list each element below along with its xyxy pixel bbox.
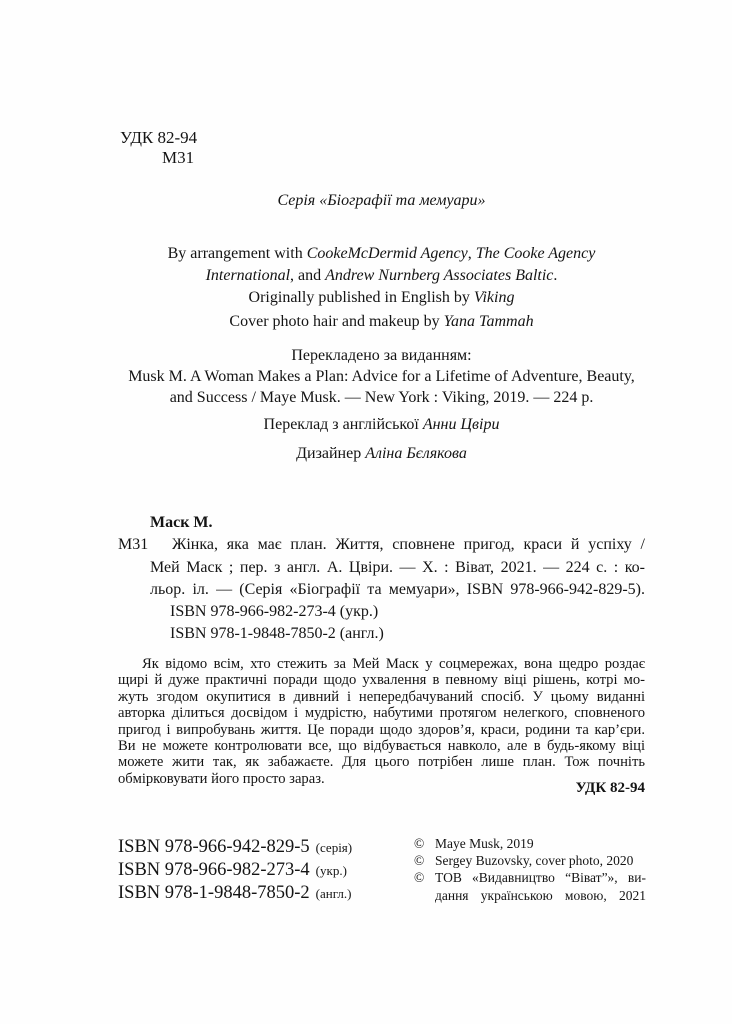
annotation-line: Ви не можете контролювати все, що відбувається навколо, але в будь-якому віці — [118, 738, 645, 755]
arrangement-line-3: Originally published in English by Viking — [248, 289, 515, 306]
source-edition-block — [118, 345, 645, 408]
copyright-author: © Maye Musk, 2019 — [414, 836, 534, 851]
series-title: Серія «Біографії та мемуари» — [277, 192, 486, 209]
catalog-isbn-eng: ISBN 978-1-9848-7850-2 (англ.) — [170, 625, 384, 643]
copyright-block — [414, 835, 646, 904]
isbn-block — [118, 836, 352, 905]
annotation-line-last: обмірковувати його просто зараз. — [118, 770, 325, 787]
annotation-line: пригод і випробувань життя. Це поради щодо здоров’я, краси, родини та кар’єри. — [118, 721, 645, 738]
source-edition-line-1: Musk M. A Woman Makes a Plan: Advice for a Lifetime of Adventure, Beauty, — [128, 368, 635, 385]
arrangement-notice — [118, 243, 645, 309]
udc-number: УДК 82-94 — [120, 128, 198, 147]
isbn-series-line: ISBN 978-966-942-829-5 (серія) — [118, 837, 353, 857]
catalog-entry — [118, 512, 645, 646]
isbn-ukr-line: ISBN 978-966-982-273-4 (укр.) — [118, 860, 347, 880]
copyright-icon: © — [414, 853, 425, 869]
annotation-line: авторка ділиться досвідом і мудрістю, набутими протягом нелегкого, сповненого — [118, 705, 645, 722]
catalog-isbn-ukr: ISBN 978-966-982-273-4 (укр.) — [170, 603, 379, 621]
copyright-icon: © — [414, 870, 425, 886]
udc-bottom: УДК 82-94 — [575, 780, 645, 796]
annotation-line: Як відомо всім, хто стежить за Мей Маск у соцмережах, вона щедро роздає — [142, 656, 645, 672]
author-mark-code: М31 — [162, 148, 195, 167]
catalog-line-3: льор. іл. — (Серія «Біографії та мемуари», ISBN 978-966-942-829-5). — [150, 580, 645, 598]
catalog-code: М31 — [118, 536, 149, 554]
translator-credit: Переклад з англійської Анни Цвіри — [263, 416, 500, 433]
arrangement-line-2: International, and Andrew Nurnberg Associates Baltic. — [205, 267, 558, 284]
cover-photo-credit: Cover photo hair and makeup by Yana Tammah — [229, 313, 534, 330]
copyright-cover-photo: © Sergey Buzovsky, cover photo, 2020 — [414, 853, 634, 869]
catalog-line-2: Мей Маск ; пер. з англ. А. Цвіри. — Х. : Віват, 2021. — 224 с. : ко- — [150, 558, 645, 576]
udc-block — [120, 128, 197, 168]
source-edition-heading: Перекладено за виданням: — [291, 347, 472, 364]
annotation-line: щирі й дуже практичні поради щодо ухвалення в певному віці рішень, котрі мо- — [118, 672, 645, 689]
source-edition-line-2: and Success / Maye Musk. — New York : Viking, 2019. — 224 p. — [169, 389, 594, 406]
annotation-paragraph — [118, 656, 645, 787]
designer-credit: Дизайнер Аліна Бєлякова — [296, 445, 467, 462]
copyright-icon: © — [414, 836, 425, 851]
annotation-line: жуть згодом окупитися в дивний і непередбачуваний спосіб. У цьому виданні — [118, 688, 645, 705]
catalog-row-1 — [118, 534, 645, 556]
catalog-author: Маск М. — [150, 514, 213, 531]
copyright-publisher: © ТОВ «Видавництво “Віват”», ви- дання українською мовою, 2021 — [414, 870, 646, 903]
isbn-eng-line: ISBN 978-1-9848-7850-2 (англ.) — [118, 883, 352, 903]
arrangement-line-1: By arrangement with CookeMcDermid Agency, The Cooke Agency — [167, 245, 596, 262]
catalog-line-1: Жінка, яка має план. Життя, сповнене пригод, краси й успіху / — [172, 536, 645, 554]
annotation-line: можете жити так, як забажаєте. Для цього потрібен лише план. Тож почніть — [118, 754, 645, 771]
